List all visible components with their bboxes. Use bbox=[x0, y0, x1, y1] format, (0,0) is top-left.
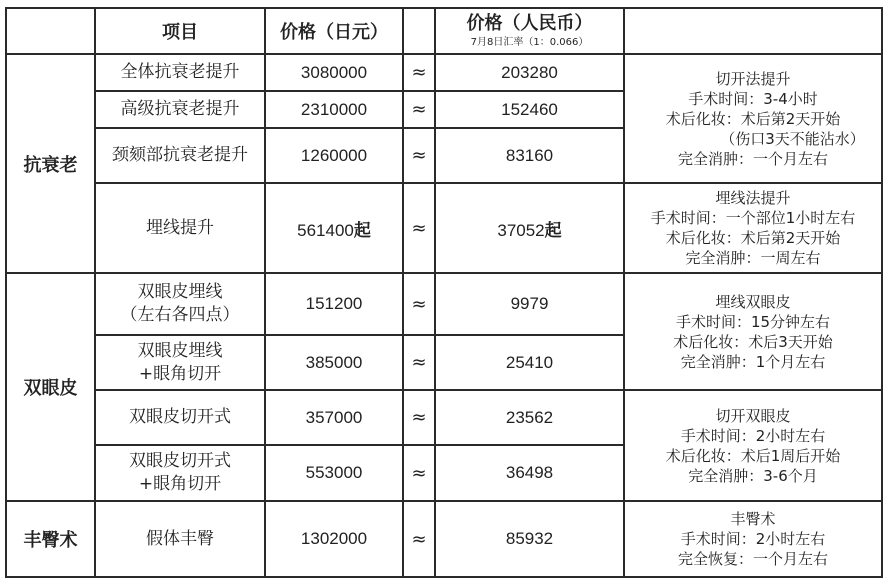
item-name-line: 双眼皮埋线 bbox=[137, 282, 223, 302]
table-row bbox=[6, 54, 882, 91]
price-start-suffix: 起 bbox=[353, 220, 371, 240]
item-name-line: 全体抗衰老提升 bbox=[120, 62, 240, 82]
price-jpy bbox=[265, 183, 403, 273]
header-approx-cell bbox=[403, 8, 435, 54]
header-blank-cell bbox=[6, 8, 95, 54]
note-line: 完全消肿：一周左右 bbox=[685, 249, 821, 267]
price-jpy: 553000 bbox=[265, 445, 403, 501]
header-price-rmb-label: 价格（人民币） bbox=[466, 12, 593, 34]
item-name bbox=[95, 183, 265, 273]
note-incision-eyelid bbox=[624, 390, 882, 501]
header-price-rmb bbox=[435, 8, 624, 54]
table-row bbox=[6, 183, 882, 273]
price-jpy: 2310000 bbox=[265, 91, 403, 128]
note-line: 术后化妆：术后第2天开始 bbox=[665, 109, 841, 128]
price-rmb: 9979 bbox=[435, 273, 624, 335]
note-thread-lift bbox=[624, 183, 882, 273]
note-line: 术后化妆：术后1周后开始 bbox=[665, 446, 841, 465]
price-rmb: 83160 bbox=[435, 128, 624, 183]
note-line: 术后化妆：术后3天开始 bbox=[673, 332, 833, 351]
item-name-line: 颈颏部抗衰老提升 bbox=[112, 145, 248, 165]
price-rmb: 152460 bbox=[435, 91, 624, 128]
note-line: 完全消肿：一个月左右 bbox=[677, 149, 828, 168]
note-line: 切开法提升 bbox=[715, 69, 791, 88]
item-name bbox=[95, 54, 265, 91]
price-jpy: 1302000 bbox=[265, 501, 403, 577]
item-name bbox=[95, 390, 265, 445]
price-table bbox=[5, 7, 883, 578]
approx-symbol: ≈ bbox=[403, 335, 435, 390]
item-name-line: +眼角切开 bbox=[138, 363, 222, 384]
price-jpy: 385000 bbox=[265, 335, 403, 390]
price-rmb bbox=[435, 183, 624, 273]
table-row bbox=[6, 273, 882, 335]
category-buttock-augmentation: 丰臀术 bbox=[6, 501, 95, 577]
item-name bbox=[95, 128, 265, 183]
item-name-line: +眼角切开 bbox=[138, 474, 222, 494]
note-line: 手术时间：2小时左右 bbox=[680, 530, 826, 548]
item-name bbox=[95, 501, 265, 577]
header-exchange-rate: 7月8日汇率（1：0.066） bbox=[470, 36, 589, 48]
approx-symbol: ≈ bbox=[403, 273, 435, 335]
approx-symbol: ≈ bbox=[403, 445, 435, 501]
price-rmb-value: 37052 bbox=[497, 220, 545, 240]
price-rmb: 203280 bbox=[435, 54, 624, 91]
price-jpy: 1260000 bbox=[265, 128, 403, 183]
item-name bbox=[95, 335, 265, 390]
price-start-suffix: 起 bbox=[544, 220, 562, 240]
approx-symbol: ≈ bbox=[403, 501, 435, 577]
note-line: 手术时间：3-4小时 bbox=[688, 89, 818, 108]
price-jpy: 3080000 bbox=[265, 54, 403, 91]
table-row bbox=[6, 390, 882, 445]
item-name-line: 假体丰臀 bbox=[146, 528, 214, 549]
note-line: 完全消肿：1个月左右 bbox=[680, 352, 826, 371]
item-name bbox=[95, 91, 265, 128]
header-item: 项目 bbox=[95, 8, 265, 54]
note-line: 术后化妆：术后第2天开始 bbox=[665, 229, 841, 247]
item-name-line: 双眼皮切开式 bbox=[129, 451, 231, 471]
approx-symbol: ≈ bbox=[403, 91, 435, 128]
note-line: （伤口3天不能沾水） bbox=[720, 129, 865, 148]
item-name bbox=[95, 445, 265, 501]
table-row bbox=[6, 501, 882, 577]
header-row bbox=[6, 8, 882, 54]
item-name bbox=[95, 273, 265, 335]
note-line: 手术时间：15分钟左右 bbox=[675, 312, 831, 331]
price-rmb: 36498 bbox=[435, 445, 624, 501]
approx-symbol: ≈ bbox=[403, 390, 435, 445]
price-rmb: 25410 bbox=[435, 335, 624, 390]
item-name-line: 双眼皮埋线 bbox=[137, 340, 223, 361]
price-rmb: 85932 bbox=[435, 501, 624, 577]
note-line: 手术时间：一个部位1小时左右 bbox=[650, 209, 856, 227]
approx-symbol: ≈ bbox=[403, 128, 435, 183]
note-line: 丰臀术 bbox=[730, 510, 776, 528]
item-name-line: 埋线提升 bbox=[146, 217, 214, 238]
note-line: 完全消肿：3-6个月 bbox=[688, 466, 818, 485]
approx-symbol: ≈ bbox=[403, 183, 435, 273]
note-line: 埋线双眼皮 bbox=[715, 292, 791, 311]
note-line: 手术时间：2小时左右 bbox=[680, 426, 826, 445]
note-thread-eyelid bbox=[624, 273, 882, 390]
note-line: 埋线法提升 bbox=[715, 189, 791, 207]
item-name-line: （左右各四点） bbox=[120, 305, 240, 325]
note-line: 完全恢复：一个月左右 bbox=[677, 550, 828, 568]
category-anti-aging: 抗衰老 bbox=[6, 54, 95, 273]
item-name-line: 双眼皮切开式 bbox=[129, 407, 231, 427]
price-jpy: 151200 bbox=[265, 273, 403, 335]
note-incision-lift bbox=[624, 54, 882, 183]
note-buttock bbox=[624, 501, 882, 577]
price-jpy: 357000 bbox=[265, 390, 403, 445]
note-line: 切开双眼皮 bbox=[715, 406, 791, 425]
approx-symbol: ≈ bbox=[403, 54, 435, 91]
item-name-line: 高级抗衰老提升 bbox=[120, 99, 240, 119]
price-jpy-value: 561400 bbox=[297, 220, 354, 240]
header-note-cell bbox=[624, 8, 882, 54]
price-rmb: 23562 bbox=[435, 390, 624, 445]
category-double-eyelid: 双眼皮 bbox=[6, 273, 95, 501]
header-price-jpy: 价格（日元） bbox=[265, 8, 403, 54]
